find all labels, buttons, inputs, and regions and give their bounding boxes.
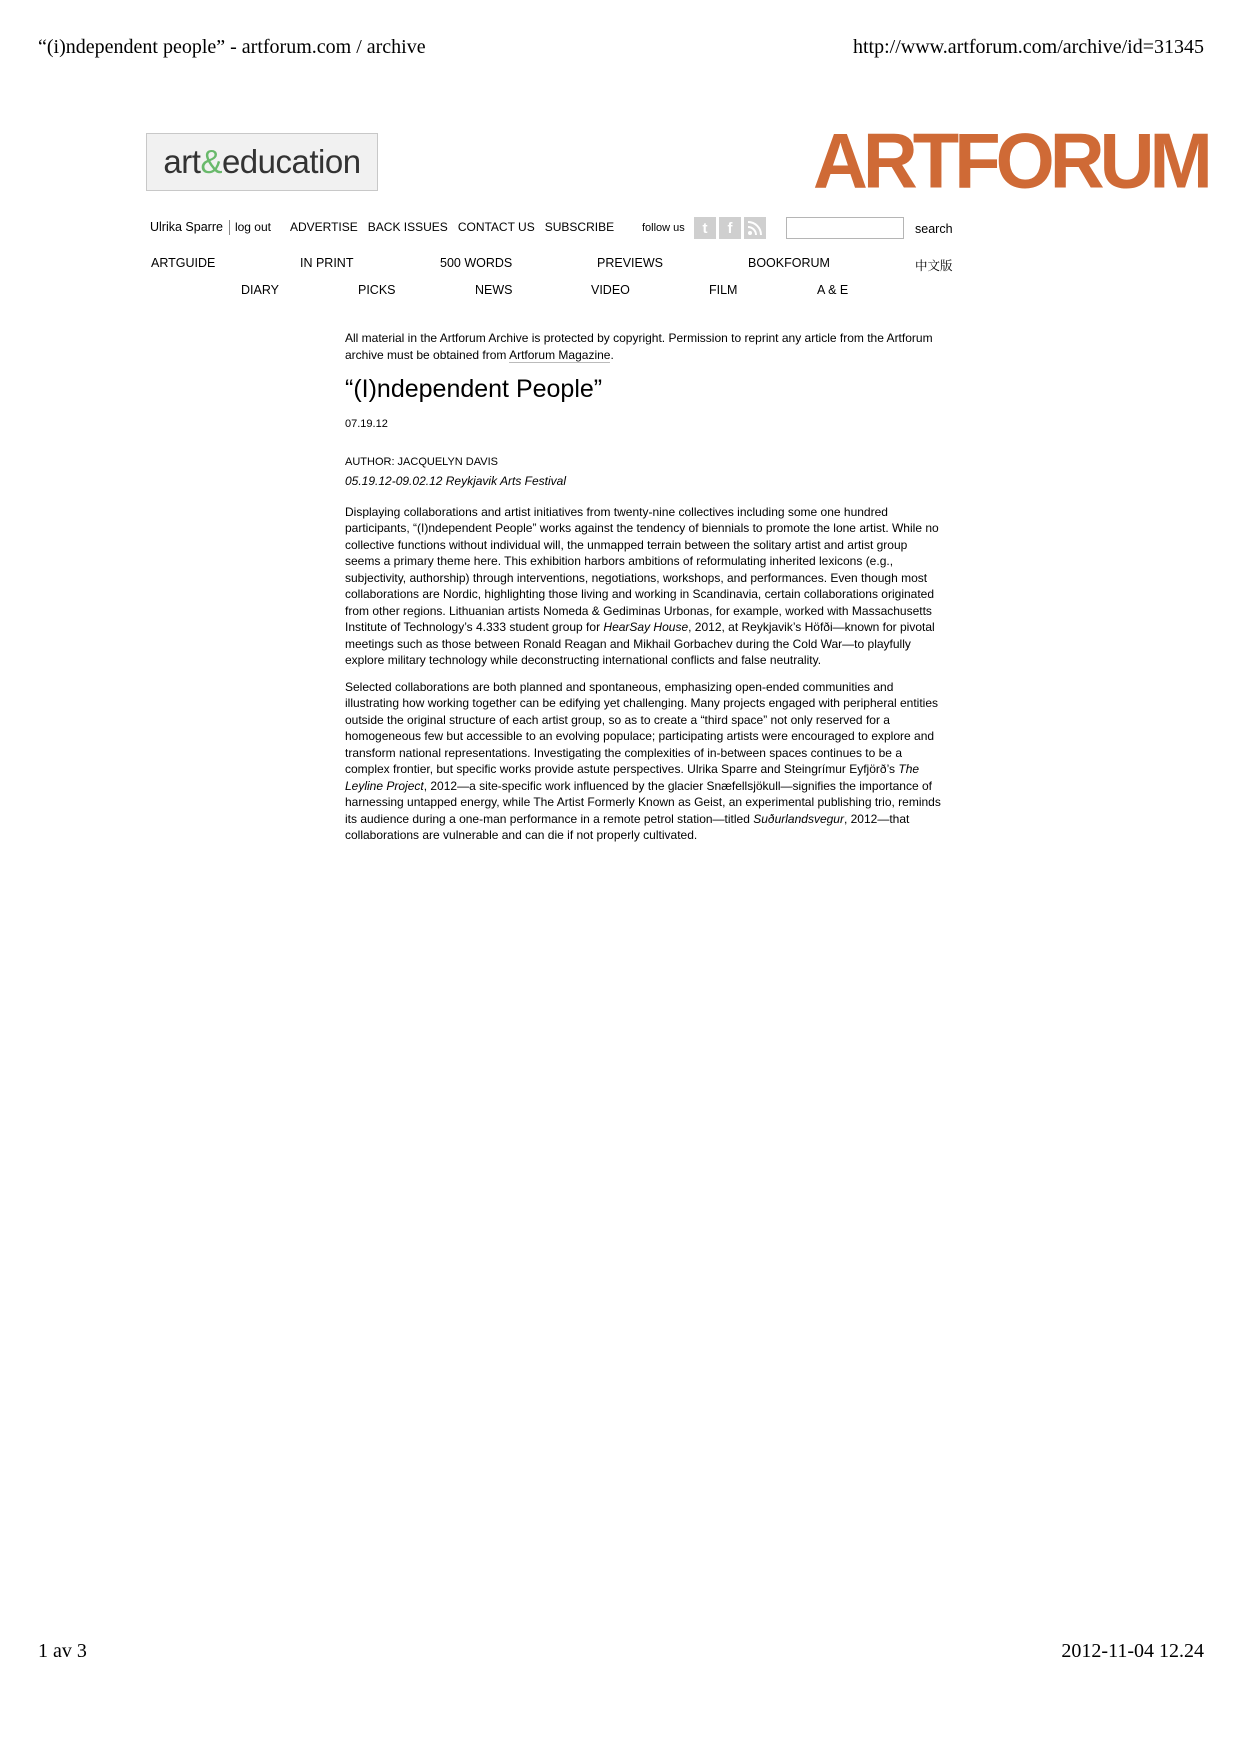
artforum-magazine-link[interactable]: Artforum Magazine <box>509 347 611 362</box>
search-input[interactable] <box>786 217 904 239</box>
utility-bar <box>150 219 624 235</box>
print-page-title: “(i)ndependent people” - artforum.com / archive <box>38 36 426 58</box>
article-event: 05.19.12-09.02.12 Reykjavik Arts Festival <box>345 474 566 488</box>
search-button[interactable]: search <box>915 222 953 236</box>
utility-divider <box>229 220 230 235</box>
nav-news[interactable]: NEWS <box>475 283 513 297</box>
print-timestamp: 2012-11-04 12.24 <box>1061 1640 1204 1662</box>
article <box>345 330 945 854</box>
twitter-icon[interactable]: t <box>694 217 716 239</box>
contact-us-link[interactable]: CONTACT US <box>457 220 535 234</box>
article-date: 07.19.12 <box>345 418 388 430</box>
back-issues-link[interactable]: BACK ISSUES <box>367 220 448 234</box>
nav-diary[interactable]: DIARY <box>241 283 279 297</box>
advertise-link[interactable]: ADVERTISE <box>289 220 358 234</box>
nav-in-print[interactable]: IN PRINT <box>300 256 354 270</box>
nav-previews[interactable]: PREVIEWS <box>597 256 663 270</box>
ae-logo-left: art <box>163 143 201 180</box>
print-page-url: http://www.artforum.com/archive/id=31345 <box>852 36 1204 58</box>
article-title: “(I)ndependent People” <box>345 375 603 403</box>
logout-link[interactable]: log out <box>234 220 271 234</box>
nav-artguide[interactable]: ARTGUIDE <box>151 256 216 270</box>
print-header <box>38 36 1204 59</box>
ae-logo-amp: & <box>200 143 222 180</box>
ae-logo-right: education <box>221 143 361 180</box>
artforum-logo[interactable]: ARTFORUM <box>813 117 1208 205</box>
nav-chinese-edition[interactable]: 中文版 <box>915 259 953 273</box>
article-author: AUTHOR: JACQUELYN DAVIS <box>345 455 499 468</box>
print-page-number: 1 av 3 <box>38 1640 87 1662</box>
print-footer <box>38 1640 1204 1663</box>
art-education-logo[interactable] <box>146 133 378 191</box>
article-paragraph-1: Displaying collaborations and artist initiatives from twenty-nine collectives including some one hundred participants, “(I)ndependent People” works against the tendency of biennials to promote the lone artist. While no collective functions without individual will, the unmapped terrain between the solitary artist and artist group seems a primary theme here. This exhibition harbors ambitions of reformulating inherited lexicons (e.g., subjectivity, authorship) through interventions, negotiations, workshops, and performances. Even though most collaborations are Nordic, highlighting those living and working in Scandinavia, certain collaborations originated from other regions. Lithuanian artists Nomeda & Gediminas Urbonas, for example, worked with Massachusetts Institute of Technology’s 4.333 student group for HearSay House, 2012, at Reykjavik’s Höfði—known for pivotal meetings such as those between Ronald Reagan and Mikhail Gorbachev during the Cold War—to playfully explore military technology while deconstructing international conflicts and false neutrality. <box>345 504 939 667</box>
copyright-notice: All material in the Artforum Archive is protected by copyright. Permission to reprint any article from the Artforum archive must be obtained from Artforum Magazine. <box>345 331 933 362</box>
user-name[interactable]: Ulrika Sparre <box>150 220 223 234</box>
follow-us-label: follow us <box>642 222 685 234</box>
nav-film[interactable]: FILM <box>709 283 738 297</box>
article-paragraph-2: Selected collaborations are both planned and spontaneous, emphasizing open-ended communities and illustrating how working together can be edifying yet challenging. Many projects engaged with peripheral entities outside the original structure of each artist group, so as to create a “third space” not only reserved for a homogeneous few but accessible to an evolving populace; participating artists were encouraged to explore and transform national representations. Investigating the complexities of in-between spaces continues to be a complex frontier, but specific works provide astute perspectives. Ulrika Sparre and Steingrímur Eyfjörð’s The Leyline Project, 2012—a site-specific work influenced by the glacier Snæfellsjökull—signifies the importance of harnessing untapped energy, while The Artist Formerly Known as Geist, an experimental publishing trio, reminds its audience during a one-man performance in a remote petrol station—titled Suðurlandsvegur, 2012—that collaborations are vulnerable and can die if not properly cultivated. <box>345 679 941 842</box>
nav-500-words[interactable]: 500 WORDS <box>440 256 513 270</box>
nav-bookforum[interactable]: BOOKFORUM <box>748 256 830 270</box>
rss-icon[interactable] <box>744 217 766 239</box>
nav-picks[interactable]: PICKS <box>358 283 396 297</box>
nav-video[interactable]: VIDEO <box>591 283 630 297</box>
facebook-icon[interactable]: f <box>719 217 741 239</box>
nav-a-and-e[interactable]: A & E <box>817 283 849 297</box>
subscribe-link[interactable]: SUBSCRIBE <box>544 220 615 234</box>
